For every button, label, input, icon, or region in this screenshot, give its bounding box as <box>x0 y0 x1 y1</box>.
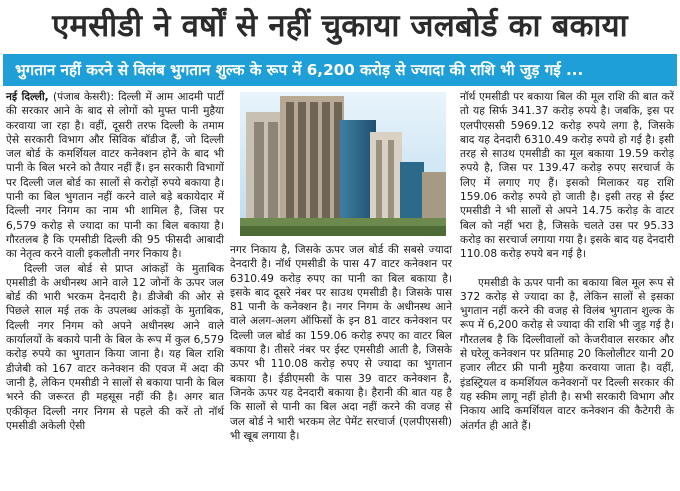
dateline: नई दिल्ली, <box>6 91 49 103</box>
article-column-2 <box>230 243 452 443</box>
article-column-1 <box>6 90 224 433</box>
article-paragraph <box>6 90 224 262</box>
civic-centre-building-photo <box>240 92 446 236</box>
article-column-3 <box>460 90 674 433</box>
article-paragraph: एमसीडी के ऊपर पानी का बकाया बिल मूल रूप से 372 करोड़ से ज्यादा का है, लेकिन सालों से इसका भुगतान नहीं करने की वजह से विलंब भुगतान शुल्क के रूप में 6,200 करोड़ से ज्यादा की राशि भी जुड़ गई है। गौरतलब है कि दिल्लीवालों को केजरीवाल सरकार और से घरेलू कनेक्शन पर प्रतिमाह 20 किलोलीटर यानी 20 हजार लीटर फ्री पानी मुहैया करवाया जाता है। वहीं, इंडस्ट्रियल व कमर्शियल कनेक्शनों पर दिल्ली सरकार की यह स्कीम लागू नहीं होती है। सभी सरकारी विभाग और निकाय आदि कमर्शियल वाटर कनेक्शन की कैटेगरी के अंतर्गत ही आते हैं। <box>460 276 674 432</box>
article-text: (पंजाब केसरी): दिल्ली में आम आदमी पार्टी की सरकार आने के बाद से लोगों को मुफ्त पानी मुहैया करवाया जा रहा है। वहीं, दूसरी तरफ दिल्ली के तमाम ऐसे सरकारी विभाग और सिविक बॉडीज हैं, जो दिल्ली जल बोर्ड के कमर्शियल वाटर कनेक्शन होने के बाद भी पानी के बिल भरने को तैयार नहीं हैं। इन सरकारी विभागों पर दिल्ली जल बोर्ड का सालों से करोड़ों रुपये बकाया है। पानी का बिल भुगतान नहीं करने वाले बड़े बकायेदार में दिल्ली नगर निगम का नाम भी शामिल है, जिस पर 6,579 करोड़ से ज्यादा का पानी का बिल बकाया है। गौरतलब है कि एमसीडी दिल्ली की 95 फीसदी आबादी का नेतृत्व करने वाली इकलौती नगर निकाय है। <box>6 91 225 261</box>
subheadline-bar: भुगतान नहीं करने से विलंब भुगतान शुल्क के रूप में 6,200 करोड़ से ज्यादा की राशि भी जुड़ गई ... <box>3 54 677 86</box>
article-paragraph: नगर निकाय है, जिसके ऊपर जल बोर्ड की सबसे ज्यादा देनदारी है। नॉर्थ एमसीडी के पास 47 वाटर कनेक्शन पर 6310.49 करोड़ रुपए का पानी का बिल बकाया है। इसके बाद दूसरे नंबर पर साउथ एमसीडी है। जिसके पास 81 पानी के कनेक्शन है। नगर निगम के अधीनस्थ आने वाले अलग-अलग ऑफिसों के इन 81 वाटर कनेक्शन पर दिल्ली जल बोर्ड का 159.06 करोड़ रुपए का वाटर बिल बकाया है। तीसरे नंबर पर ईस्ट एमसीडी आती है, जिसके ऊपर भी 110.08 करोड़ रुपए से ज्यादा का भुगतान बकाया है। ईडीएमसी के पास 39 वाटर कनेक्शन है, जिनके ऊपर यह देनदारी बकाया है। हैरानी की बात यह है कि सालों से पानी का बिल अदा नहीं करने की वजह से जल बोर्ड ने भारी भरकम लेट पेमेंट सरचार्ज (एलपीएससी) भी खूब लगाया है। <box>230 244 452 442</box>
article-paragraph: नॉर्थ एमसीडी पर बकाया बिल की मूल राशि की बात करें तो यह सिर्फ 341.37 करोड़ रुपये है। जबकि, इस पर एलपीएससी 5969.12 करोड़ रुपये लगा है, जिसके बाद यह देनदारी 6310.49 करोड़ रुपये हो गई है। इसी तरह से साउथ एमसीडी का मूल बकाया 19.59 करोड़ रुपये है, जिस पर 139.47 करोड़ रुपए सरचार्ज के लिए में लगाए गए हैं। इसको मिलाकर यह राशि 159.06 करोड़ रुपये हो जाती है। इसी तरह से ईस्ट एमसीडी ने भी सालों से अपने 14.75 करोड़ के वाटर बिल को नहीं भरा है, जिसके चलते उस पर 95.33 करोड़ का सरचार्ज लगाया गया है। इसके बाद यह देनदारी 110.08 करोड़ रुपये बन गई है। <box>460 91 674 261</box>
headline: एमसीडी ने वर्षों से नहीं चुकाया जलबोर्ड का बकाया <box>52 8 628 44</box>
article-paragraph: दिल्ली जल बोर्ड से प्राप्त आंकड़ों के मुताबिक एमसीडी के अधीनस्थ आने वाले 12 जोनों के ऊपर जल बोर्ड की भारी भरकम देनदारी है। डीजेबी की ओर से पिछले साल मई तक के उपलब्ध आंकड़ों के मुताबिक, दिल्ली नगर निगम को अपने अधीनस्थ आने वाले कार्यालयों के बकाये पानी के बिल के रूप में कुल 6,579 करोड़ रुपये का भुगतान किया जाना है। यह बिल राशि डीजेबी को 167 वाटर कनेक्शन की एवज में अदा की जानी है, लेकिन एमसीडी ने सालों से बकाया पानी के बिल भरने की जरूरत ही महसूस नहीं की है। अगर बात एकीकृत दिल्ली नगर निगम से पहले की करें तो नॉर्थ एमसीडी अकेली ऐसी <box>6 262 224 432</box>
building-photo <box>240 92 446 236</box>
